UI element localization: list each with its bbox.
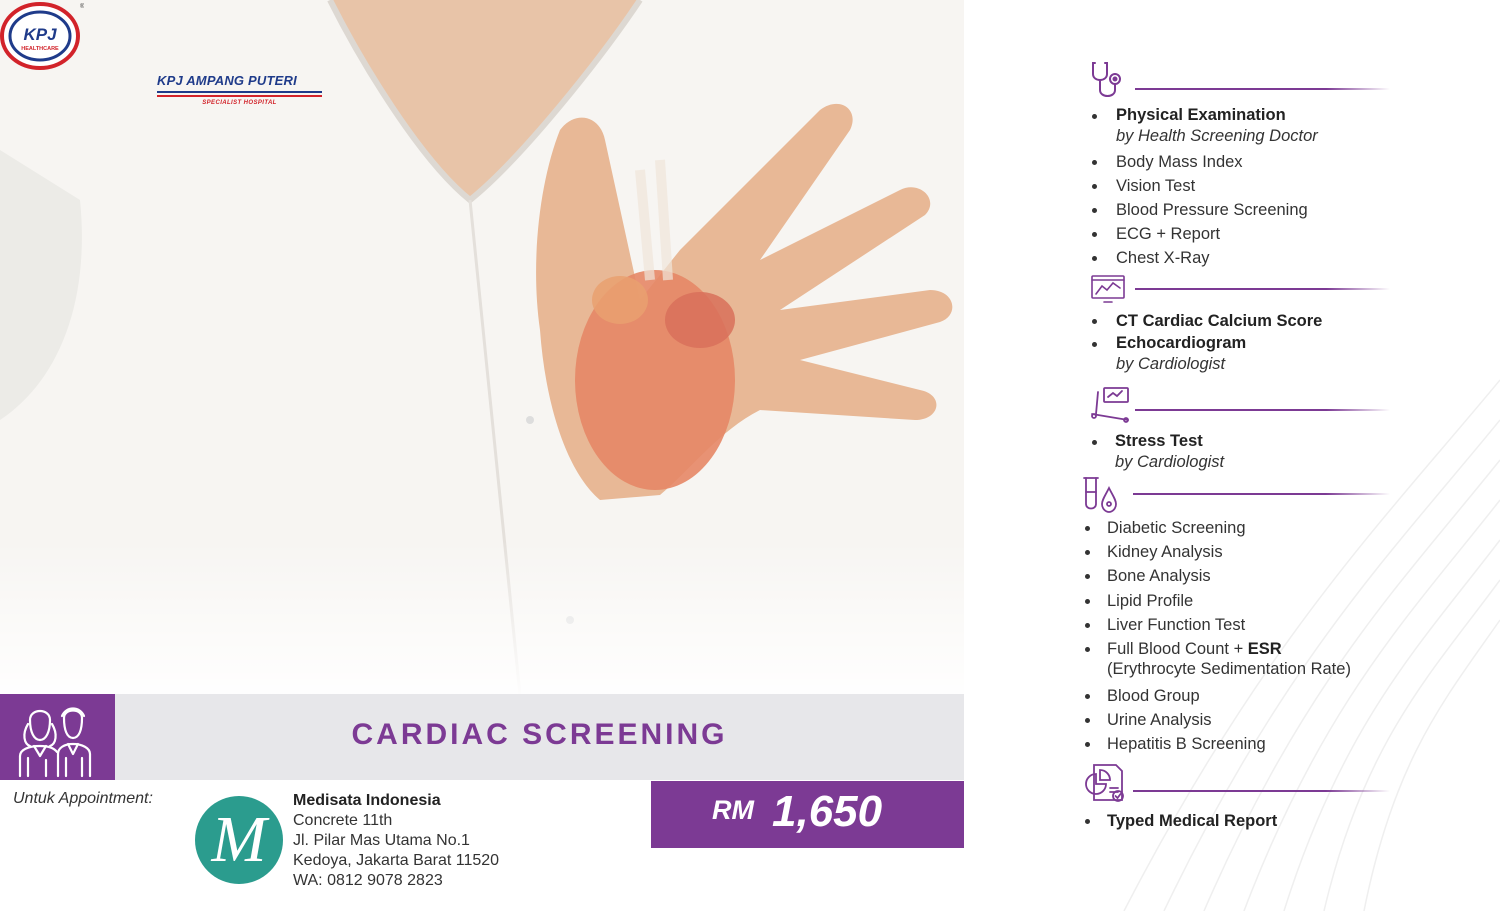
list-item: Typed Medical Report xyxy=(1107,809,1487,833)
list-item: Physical Examination by Health Screening Doctor xyxy=(1116,105,1486,147)
section-list-cardiac-imaging xyxy=(1116,309,1486,375)
list-item: Blood Pressure Screening xyxy=(1116,198,1486,222)
list-item: Liver Function Test xyxy=(1107,613,1487,637)
hospital-subtitle: SPECIALIST HOSPITAL xyxy=(202,100,277,106)
list-item: Kidney Analysis xyxy=(1107,540,1487,564)
section-divider xyxy=(1135,88,1390,90)
kpj-logo-text: KPJ xyxy=(23,25,57,44)
section-list-blood-tests xyxy=(1107,516,1487,757)
address-line: WA: 0812 9078 2823 xyxy=(293,872,443,889)
price-currency: RM xyxy=(712,795,754,825)
hospital-brand xyxy=(157,73,322,106)
medical-report-icon xyxy=(1082,762,1128,804)
list-item: Full Blood Count + ESR (Erythrocyte Sedimentation Rate) xyxy=(1107,637,1487,684)
list-item: CT Cardiac Calcium Score xyxy=(1116,309,1486,333)
list-item: Blood Group xyxy=(1107,684,1487,708)
hero-photo xyxy=(0,0,964,695)
appointment-label: Untuk Appointment: xyxy=(13,790,153,807)
section-list-stress-test xyxy=(1115,431,1485,473)
list-item: Urine Analysis xyxy=(1107,708,1487,732)
appointment-org: Medisata Indonesia xyxy=(293,792,441,809)
appointment-address xyxy=(293,791,499,891)
blood-test-icon xyxy=(1078,474,1122,516)
address-line: Jl. Pilar Mas Utama No.1 xyxy=(293,832,470,849)
svg-text:®: ® xyxy=(80,4,84,10)
section-list-physical xyxy=(1116,105,1486,270)
photo-fade xyxy=(0,540,964,695)
kpj-logo-icon xyxy=(0,0,84,70)
list-item: Stress Test by Cardiologist xyxy=(1115,431,1485,473)
medisata-logo xyxy=(195,796,283,884)
medisata-logo-letter: M xyxy=(211,803,267,876)
price-badge xyxy=(651,781,964,848)
stethoscope-icon xyxy=(1089,60,1133,100)
list-item: Chest X-Ray xyxy=(1116,246,1486,270)
section-divider xyxy=(1133,493,1390,495)
list-item: Diabetic Screening xyxy=(1107,516,1487,540)
list-item: Body Mass Index xyxy=(1116,150,1486,174)
section-divider xyxy=(1135,288,1390,290)
list-item: ECG + Report xyxy=(1116,222,1486,246)
list-item: Lipid Profile xyxy=(1107,589,1487,613)
address-line: Kedoya, Jakarta Barat 11520 xyxy=(293,852,500,869)
list-item: Hepatitis B Screening xyxy=(1107,732,1487,756)
package-title: CARDIAC SCREENING xyxy=(351,718,728,751)
list-item: Vision Test xyxy=(1116,174,1486,198)
kpj-logo-subtext: HEALTHCARE xyxy=(21,46,59,52)
patients-icon xyxy=(0,694,115,780)
people-panel xyxy=(0,694,115,780)
hospital-name: KPJ AMPANG PUTERI xyxy=(157,73,297,88)
address-line: Concrete 11th xyxy=(293,812,393,829)
section-divider xyxy=(1133,790,1390,792)
section-list-report xyxy=(1107,809,1487,833)
list-item: Echocardiogram by Cardiologist xyxy=(1116,333,1486,375)
treadmill-icon xyxy=(1088,384,1132,424)
monitor-chart-icon xyxy=(1090,274,1126,304)
price-amount: 1,650 xyxy=(772,787,883,836)
list-item: Bone Analysis xyxy=(1107,564,1487,588)
section-divider xyxy=(1135,409,1390,411)
